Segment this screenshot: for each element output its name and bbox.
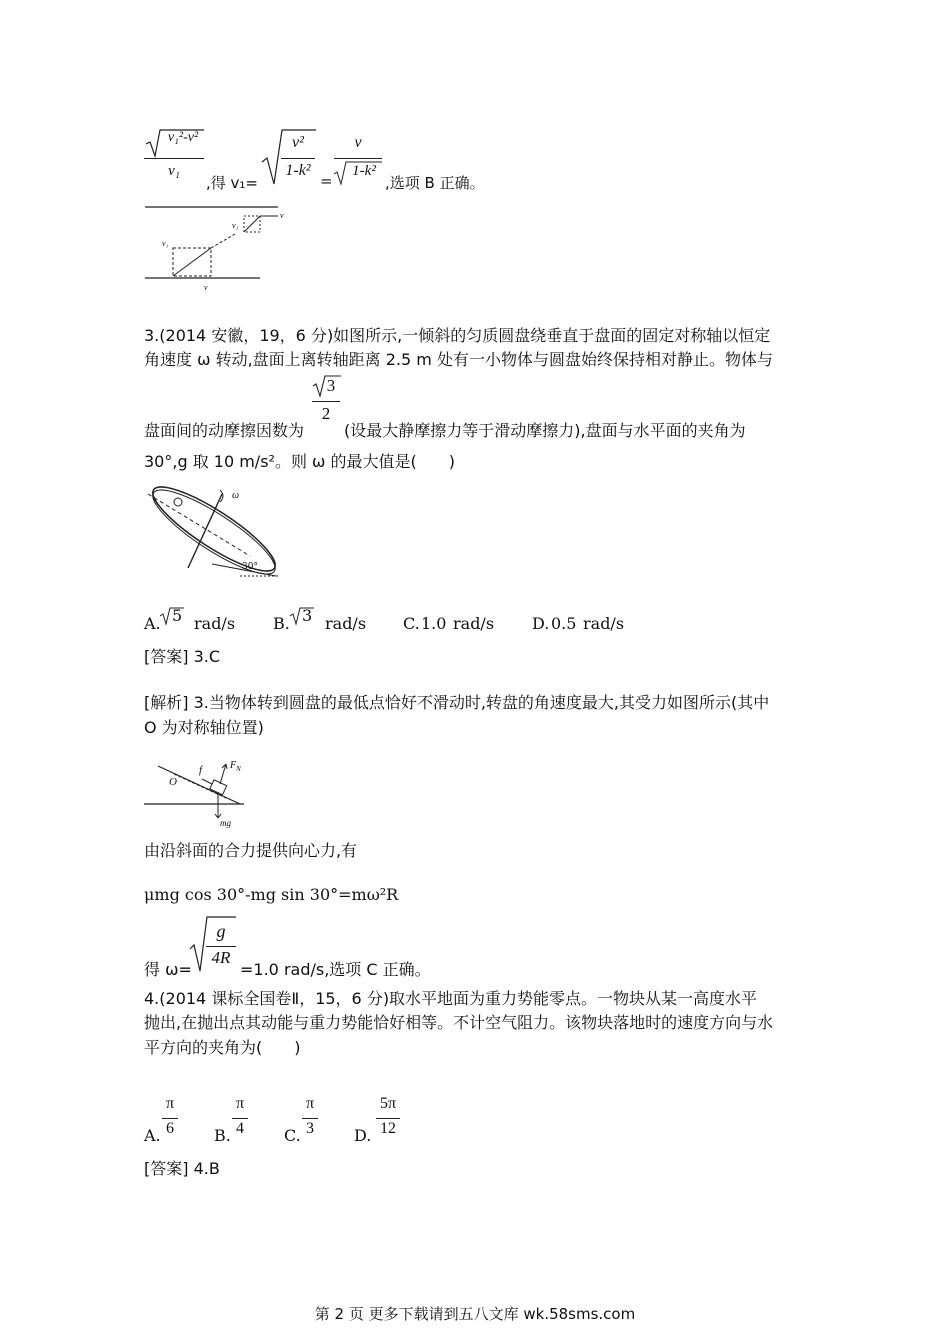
q3-option-c-unit: rad/s	[453, 614, 495, 633]
q4-option-d-label: D.	[354, 1126, 372, 1145]
q3-line2: 角速度 ω 转动,盘面上离转轴距离 2.5 m 处有一小物体与圆盘始终保持相对静止。物体与	[144, 350, 773, 369]
q3-equation: μmg cos 30°-mg sin 30°=mω²R	[144, 885, 399, 904]
formula1-eq: =	[320, 172, 333, 190]
formula1-numerator: v₁²-v²	[167, 130, 199, 145]
fraction-bar	[232, 1118, 248, 1119]
q3-option-a-unit: rad/s	[194, 614, 236, 633]
velocity-diagram	[140, 204, 290, 294]
q3-result-num: g	[216, 921, 226, 941]
q3-option-c-label: C.	[403, 614, 420, 633]
q3-option-a-radicand: 5	[172, 606, 183, 625]
mu-denominator: 2	[321, 404, 331, 423]
q4-option-b-num: π	[235, 1095, 245, 1112]
q3-analysis-line3: 由沿斜面的合力提供向心力,有	[144, 841, 358, 860]
formula1-frac2-num: v²	[292, 134, 304, 151]
q4-answer: [答案] 4.B	[144, 1159, 220, 1178]
svg-text:v₁: v₁	[162, 239, 169, 248]
force-mg-label: mg	[220, 818, 231, 828]
q3-line4: 30°,g 取 10 m/s²。则 ω 的最大值是( )	[144, 452, 456, 471]
q4-line2: 抛出,在抛出点其动能与重力势能恰好相等。不计空气阻力。该物块落地时的速度方向与水	[144, 1013, 774, 1032]
q3-analysis-line2: O 为对称轴位置)	[144, 718, 264, 737]
q3-line1: 3.(2014 安徽，19，6 分)如图所示,一倾斜的匀质圆盘绕垂直于盘面的固定对称轴以恒定	[144, 326, 771, 345]
q3-result-den: 4R	[211, 948, 231, 967]
q3-option-d-unit: rad/s	[583, 614, 625, 633]
q4-option-b-den: 4	[236, 1120, 244, 1137]
q3-option-d-value: 0.5	[551, 614, 577, 633]
q3-line3-b: (设最大静摩擦力等于滑动摩擦力),盘面与水平面的夹角为	[344, 421, 746, 440]
q3-result-a: 得 ω=	[144, 960, 192, 979]
q4-option-d-num: 5π	[379, 1095, 397, 1112]
q4-option-c-den: 3	[306, 1120, 314, 1137]
formula1-text: ,得 v₁=	[206, 174, 258, 192]
q4-line1: 4.(2014 课标全国卷Ⅱ，15，6 分)取水平地面为重力势能零点。一物块从某一高度水平	[144, 989, 758, 1008]
q4-option-d-den: 12	[380, 1120, 396, 1137]
q3-result-b: =1.0 rad/s,选项 C 正确。	[240, 960, 431, 979]
formula1-frac2-den: 1-k²	[285, 162, 311, 179]
q3-option-b-label: B.	[273, 614, 290, 633]
fraction-bar	[312, 401, 340, 402]
fraction-bar	[144, 158, 204, 159]
mu-numerator: 3	[326, 376, 336, 395]
page-footer: 第 2 页 更多下载请到五八文库 wk.58sms.com	[314, 1305, 636, 1323]
formula1-frac3-den: 1-k²	[352, 163, 376, 179]
q4-option-a-den: 6	[166, 1120, 174, 1137]
q4-option-a-num: π	[165, 1095, 175, 1112]
q3-option-c-value: 1.0	[421, 614, 447, 633]
q4-line3: 平方向的夹角为( )	[144, 1038, 301, 1057]
formula1-frac3-num: v	[354, 134, 362, 151]
q4-option-c-label: C.	[284, 1126, 301, 1145]
force-f-label: f	[199, 764, 203, 776]
fraction-bar	[162, 1118, 178, 1119]
tilted-disc-figure	[140, 484, 290, 580]
formula1-denominator: v₁	[168, 163, 180, 179]
formula1-tail: ,选项 B 正确。	[385, 174, 485, 192]
q3-answer: [答案] 3.C	[144, 647, 221, 666]
q3-option-b-unit: rad/s	[325, 614, 367, 633]
q3-line3-a: 盘面间的动摩擦因数为	[144, 421, 305, 440]
fraction-bar	[376, 1118, 400, 1119]
disc-angle-label: 30°	[242, 562, 258, 572]
force-fn-label: $F_N$	[230, 760, 241, 773]
fraction-bar	[281, 158, 315, 159]
q4-option-b-label: B.	[214, 1126, 231, 1145]
fraction-bar	[302, 1118, 318, 1119]
fraction-bar	[334, 158, 382, 159]
q3-option-a-label: A.	[144, 614, 161, 633]
svg-text:v: v	[204, 283, 208, 292]
fraction-bar	[206, 946, 236, 947]
q3-option-d-label: D.	[532, 614, 550, 633]
q3-option-b-radicand: 3	[302, 606, 313, 625]
q4-option-c-num: π	[305, 1095, 315, 1112]
disc-omega-label: ω	[232, 490, 240, 501]
svg-text:v₁: v₁	[232, 221, 239, 230]
q3-analysis-line1: [解析] 3.当物体转到圆盘的最低点恰好不滑动时,转盘的角速度最大,其受力如图所示(其中	[144, 693, 770, 712]
svg-text:v: v	[280, 211, 284, 220]
force-o-label: O	[169, 776, 177, 788]
q4-option-a-label: A.	[144, 1126, 161, 1145]
